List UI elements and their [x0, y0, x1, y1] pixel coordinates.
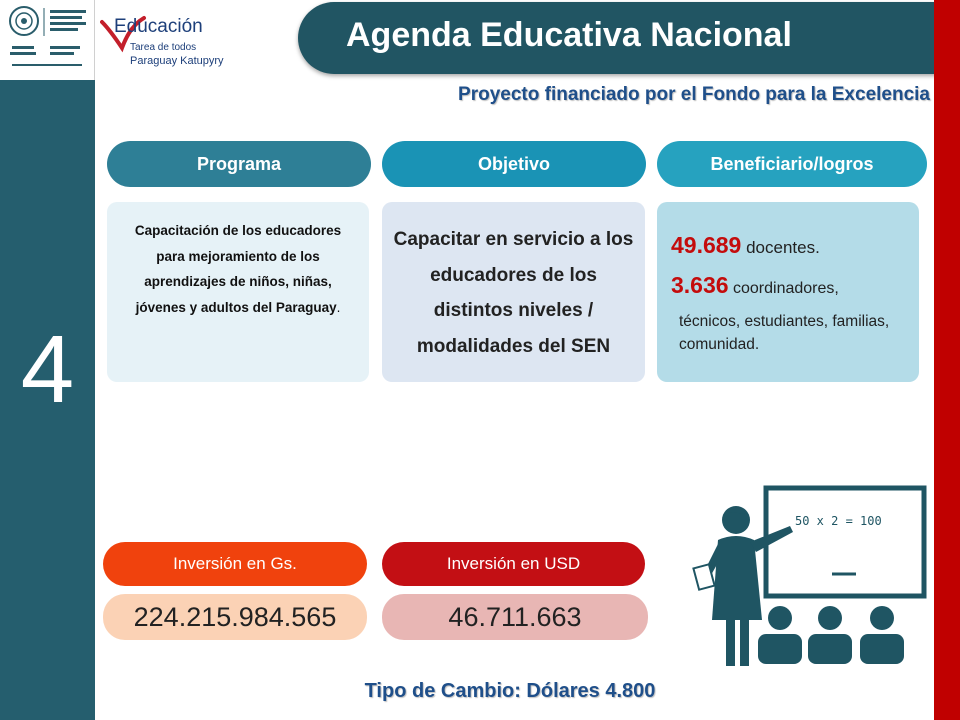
programa-text-end: . [336, 299, 341, 315]
beneficiario-card [657, 202, 919, 382]
education-logo-title: Educación [114, 16, 203, 37]
objetivo-text: Capacitar en servicio a los educadores de los distintos niveles / modalidades del SEN [393, 229, 634, 357]
board-equation: 50 x 2 = 100 [795, 514, 882, 528]
education-logo [100, 8, 240, 74]
right-accent-bar [934, 0, 960, 720]
chalkboard-icon [766, 488, 924, 596]
coordinadores-label: coordinadores, [728, 280, 839, 297]
government-logo [0, 0, 95, 80]
page-title: Agenda Educativa Nacional [346, 16, 792, 54]
programa-card [107, 202, 369, 382]
teacher-classroom-icon [670, 470, 932, 690]
docentes-count: 49.689 [671, 232, 742, 258]
education-logo-tagline: Tarea de todos [130, 42, 197, 53]
objetivo-card [382, 202, 645, 382]
programa-text [121, 218, 355, 320]
page-subtitle: Proyecto financiado por el Fondo para la Excelencia [458, 84, 930, 105]
docentes-label: docentes. [741, 238, 820, 257]
beneficiario-header: Beneficiario/logros [657, 141, 927, 187]
slide-number: 4 [20, 316, 75, 423]
objetivo-header: Objetivo [382, 141, 646, 187]
sidebar [0, 0, 95, 720]
investment-usd-value: 46.711.663 [382, 594, 648, 640]
title-banner [298, 2, 938, 74]
docentes-line [671, 232, 820, 259]
education-logo-country: Paraguay Katupyry [130, 55, 224, 67]
coordinadores-count: 3.636 [671, 272, 729, 298]
other-beneficiaries: técnicos, estudiantes, familias, comunidad. [679, 313, 890, 353]
exchange-rate: Tipo de Cambio: Dólares 4.800 [364, 680, 656, 702]
investment-gs-value: 224.215.984.565 [103, 594, 367, 640]
programa-text-main: Capacitación de los educadores para mejoramiento de los aprendizajes de niños, niñas, jóvenes y adultos del Paraguay [134, 223, 342, 315]
investment-usd-label: Inversión en USD [382, 542, 645, 586]
teacher-classroom-illustration [670, 470, 932, 690]
programa-header: Programa [107, 141, 371, 187]
coordinadores-line [671, 272, 839, 299]
investment-gs-label: Inversión en Gs. [103, 542, 367, 586]
government-seal-icon [0, 0, 95, 80]
